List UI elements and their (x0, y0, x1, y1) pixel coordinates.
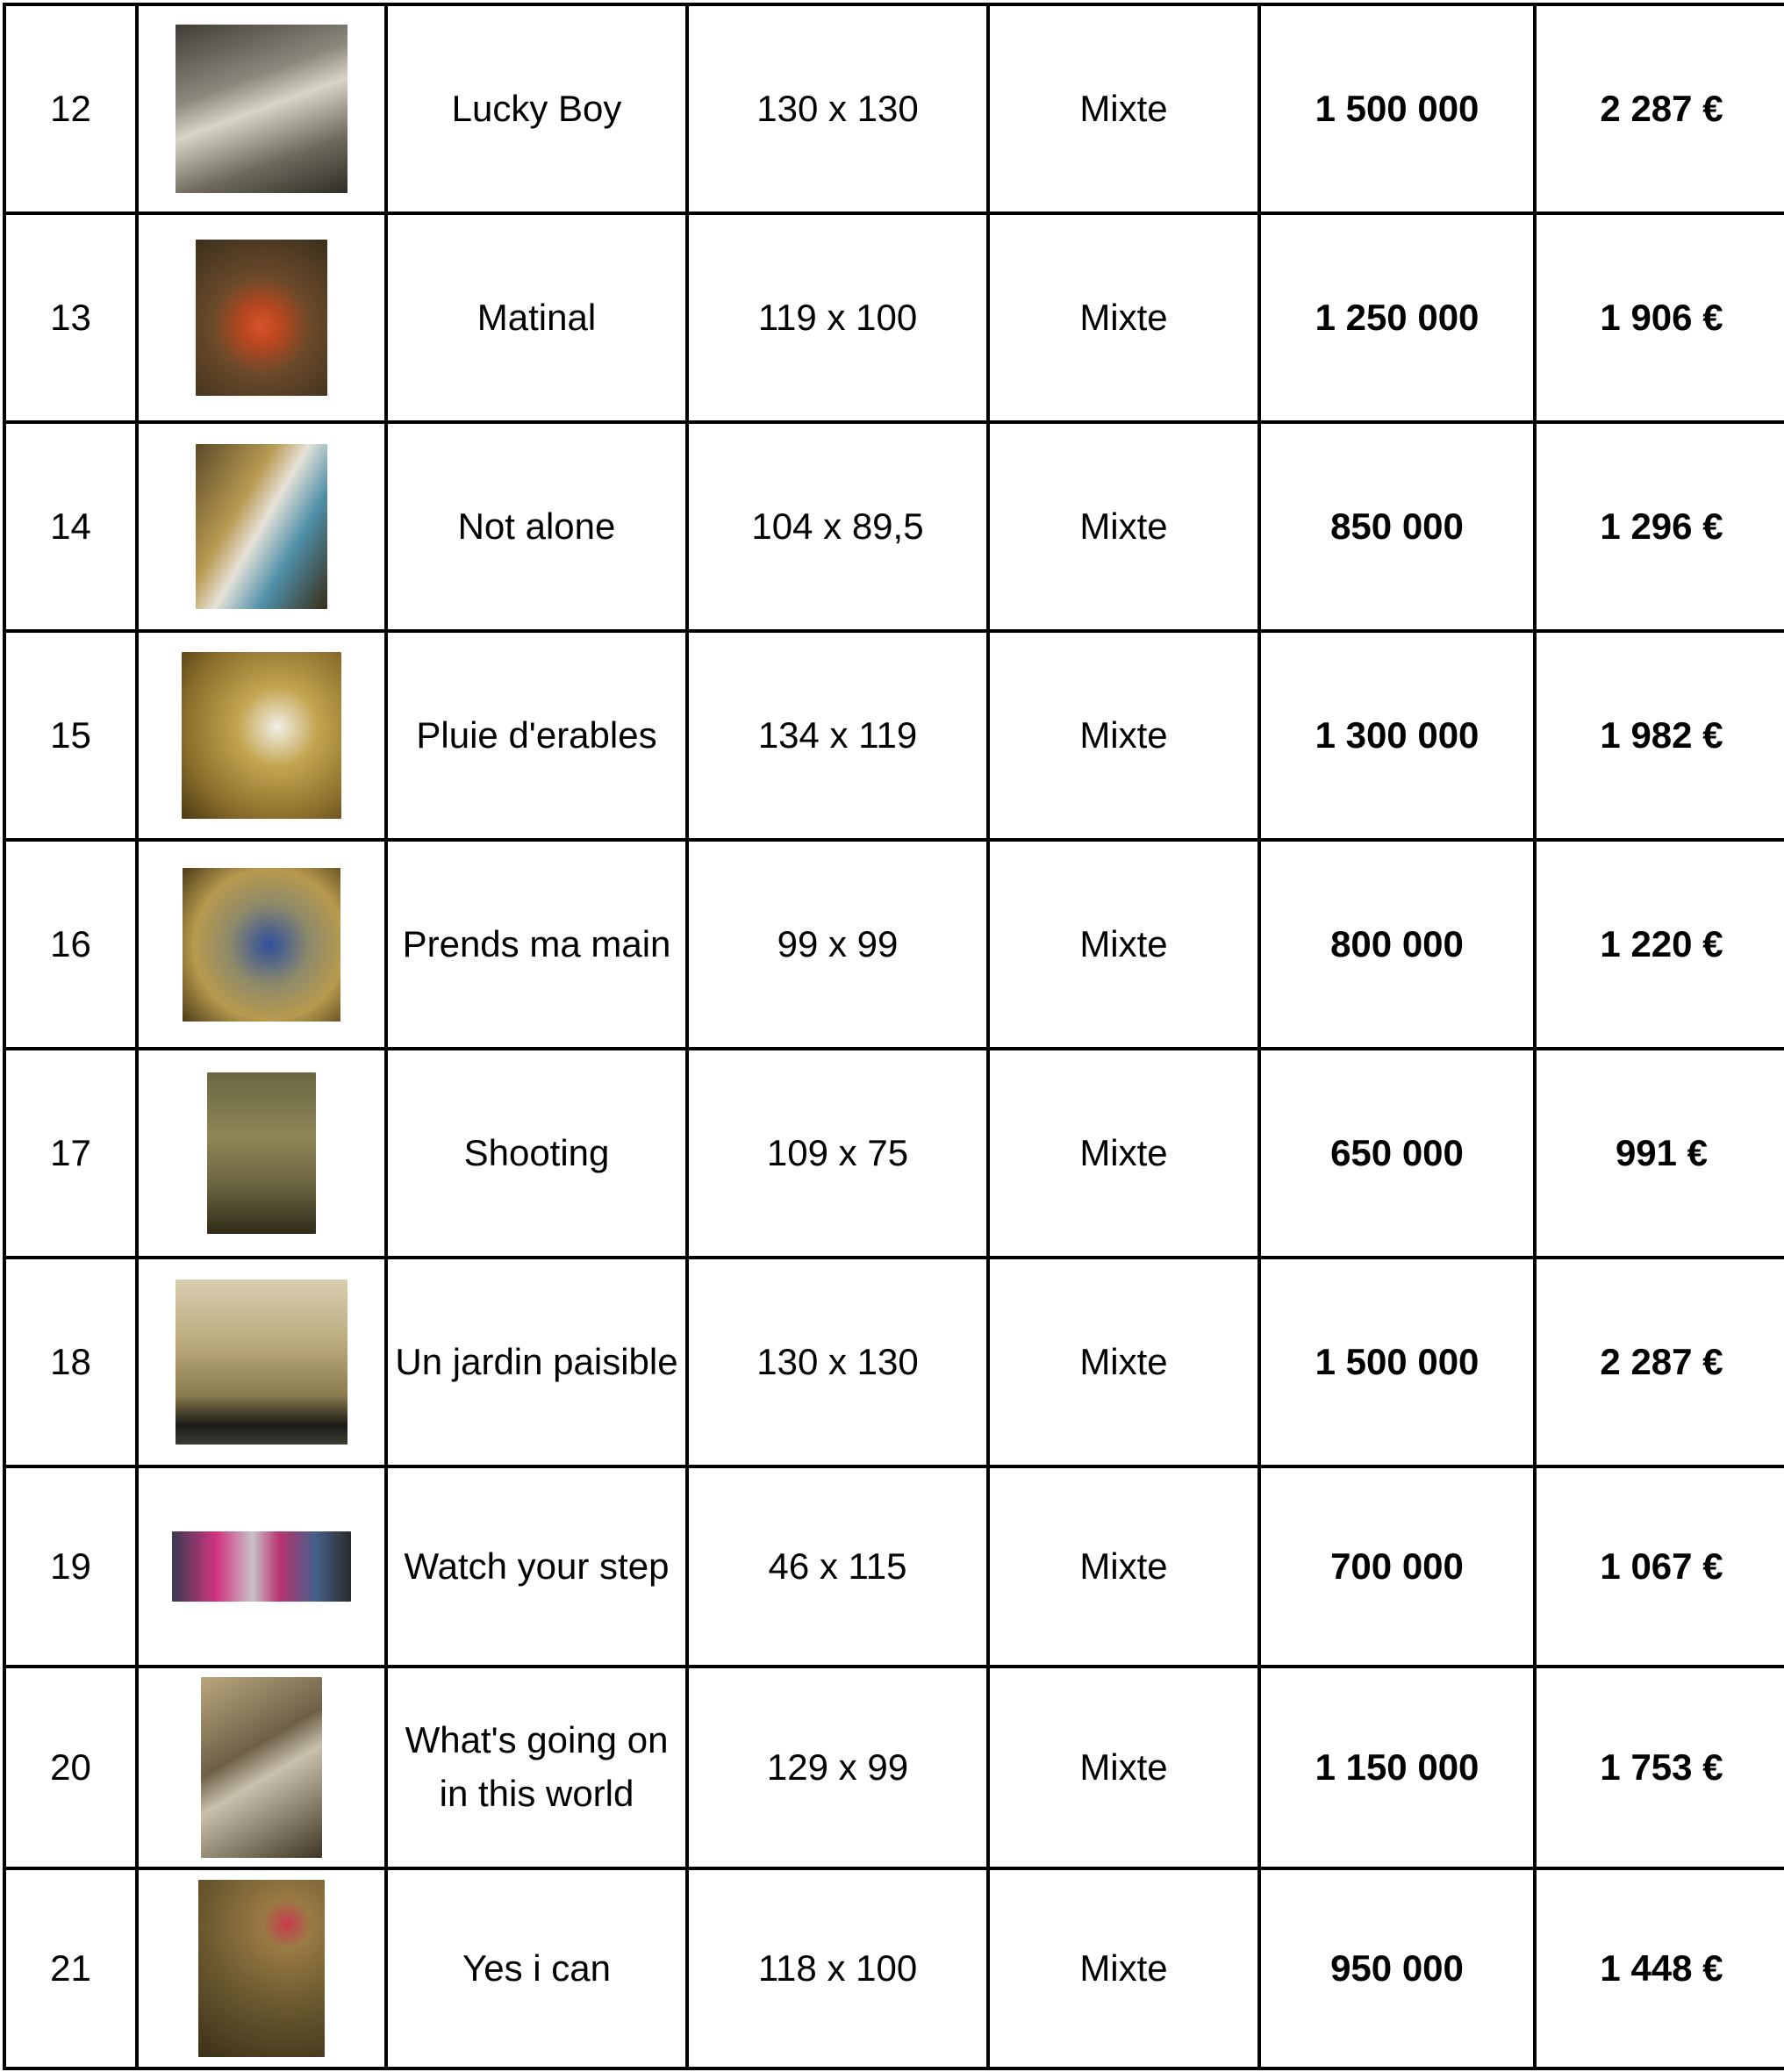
artwork-title (386, 1868, 687, 2068)
artwork-number: 20 (4, 1667, 137, 1868)
artwork-number: 15 (4, 631, 137, 840)
artwork-dimensions: 104 x 89,5 (687, 422, 988, 631)
table-row (4, 1868, 1784, 2068)
artwork-number: 12 (4, 4, 137, 213)
artwork-price-fcfa: 850 000 (1259, 422, 1535, 631)
table-row (4, 422, 1784, 631)
artwork-title-line: Shooting (463, 1131, 610, 1173)
artwork-title (386, 840, 687, 1049)
artwork-dimensions: 118 x 100 (687, 1868, 988, 2068)
artwork-price-eur: 2 287 € (1535, 4, 1784, 213)
artwork-price-fcfa: 950 000 (1259, 1868, 1535, 2068)
artwork-technique: Mixte (988, 1466, 1259, 1667)
artwork-dimensions: 130 x 130 (687, 1258, 988, 1466)
artwork-thumbnail-cell (137, 1466, 386, 1667)
painting-thumbnail (196, 240, 327, 396)
painting-thumbnail (207, 1072, 316, 1234)
artwork-number: 19 (4, 1466, 137, 1667)
artwork-price-eur: 2 287 € (1535, 1258, 1784, 1466)
artwork-title (386, 4, 687, 213)
artwork-title-line: Yes i can (462, 1947, 611, 1989)
painting-thumbnail (176, 25, 347, 193)
artwork-title (386, 1667, 687, 1868)
artwork-thumbnail-cell (137, 631, 386, 840)
artwork-technique: Mixte (988, 1667, 1259, 1868)
artwork-price-fcfa: 1 500 000 (1259, 1258, 1535, 1466)
artwork-technique: Mixte (988, 4, 1259, 213)
artwork-dimensions: 129 x 99 (687, 1667, 988, 1868)
table-row (4, 631, 1784, 840)
painting-thumbnail (198, 1880, 325, 2057)
painting-thumbnail (176, 1280, 347, 1445)
artwork-thumbnail-cell (137, 4, 386, 213)
table-row (4, 1667, 1784, 1868)
artwork-price-fcfa: 700 000 (1259, 1466, 1535, 1667)
artwork-dimensions: 109 x 75 (687, 1049, 988, 1258)
artwork-number: 13 (4, 213, 137, 422)
artwork-title-line: in this world (439, 1773, 634, 1814)
table-row (4, 1258, 1784, 1466)
artwork-dimensions: 99 x 99 (687, 840, 988, 1049)
artwork-price-eur: 1 220 € (1535, 840, 1784, 1049)
artwork-title (386, 1049, 687, 1258)
artwork-title (386, 1466, 687, 1667)
painting-thumbnail (183, 868, 340, 1022)
artwork-technique: Mixte (988, 1868, 1259, 2068)
artwork-thumbnail-cell (137, 1868, 386, 2068)
artwork-number: 17 (4, 1049, 137, 1258)
artwork-technique: Mixte (988, 1049, 1259, 1258)
artwork-price-eur: 1 753 € (1535, 1667, 1784, 1868)
artwork-title (386, 631, 687, 840)
painting-thumbnail (172, 1531, 351, 1602)
artwork-title-line: Watch your step (404, 1545, 670, 1587)
artwork-thumbnail-cell (137, 840, 386, 1049)
artwork-dimensions: 46 x 115 (687, 1466, 988, 1667)
artwork-price-fcfa: 650 000 (1259, 1049, 1535, 1258)
artwork-title-line: What's going on (405, 1719, 669, 1761)
painting-thumbnail (196, 444, 327, 609)
artwork-dimensions: 134 x 119 (687, 631, 988, 840)
table-row (4, 1466, 1784, 1667)
table-row (4, 213, 1784, 422)
artwork-price-eur: 1 296 € (1535, 422, 1784, 631)
artwork-price-eur: 1 906 € (1535, 213, 1784, 422)
artwork-title (386, 422, 687, 631)
artwork-thumbnail-cell (137, 1258, 386, 1466)
painting-thumbnail (182, 652, 341, 819)
artwork-title (386, 213, 687, 422)
artwork-technique: Mixte (988, 840, 1259, 1049)
artwork-title-line: Un jardin paisible (395, 1340, 678, 1382)
artwork-price-eur: 1 067 € (1535, 1466, 1784, 1667)
artwork-title-line: Lucky Boy (451, 87, 622, 129)
artwork-thumbnail-cell (137, 213, 386, 422)
artwork-title-line: Prends ma main (402, 922, 671, 964)
artwork-price-fcfa: 1 300 000 (1259, 631, 1535, 840)
artwork-dimensions: 119 x 100 (687, 213, 988, 422)
table-row (4, 1049, 1784, 1258)
artwork-price-fcfa: 1 150 000 (1259, 1667, 1535, 1868)
table-row (4, 840, 1784, 1049)
artwork-price-eur: 1 448 € (1535, 1868, 1784, 2068)
artwork-technique: Mixte (988, 1258, 1259, 1466)
artwork-price-fcfa: 1 500 000 (1259, 4, 1535, 213)
artwork-technique: Mixte (988, 422, 1259, 631)
artwork-number: 16 (4, 840, 137, 1049)
artwork-thumbnail-cell (137, 422, 386, 631)
artwork-price-eur: 1 982 € (1535, 631, 1784, 840)
artwork-title-line: Pluie d'erables (416, 713, 657, 756)
artwork-title-line: Not alone (457, 505, 616, 547)
artwork-number: 21 (4, 1868, 137, 2068)
artwork-number: 14 (4, 422, 137, 631)
artwork-number: 18 (4, 1258, 137, 1466)
painting-thumbnail (201, 1677, 322, 1858)
artwork-technique: Mixte (988, 213, 1259, 422)
artwork-technique: Mixte (988, 631, 1259, 840)
artwork-price-fcfa: 1 250 000 (1259, 213, 1535, 422)
artwork-price-fcfa: 800 000 (1259, 840, 1535, 1049)
artwork-title-line: Matinal (476, 296, 597, 338)
table-row (4, 4, 1784, 213)
artwork-thumbnail-cell (137, 1049, 386, 1258)
artwork-price-eur: 991 € (1535, 1049, 1784, 1258)
artworks-table (3, 3, 1784, 2070)
artwork-dimensions: 130 x 130 (687, 4, 988, 213)
artwork-thumbnail-cell (137, 1667, 386, 1868)
artwork-title (386, 1258, 687, 1466)
